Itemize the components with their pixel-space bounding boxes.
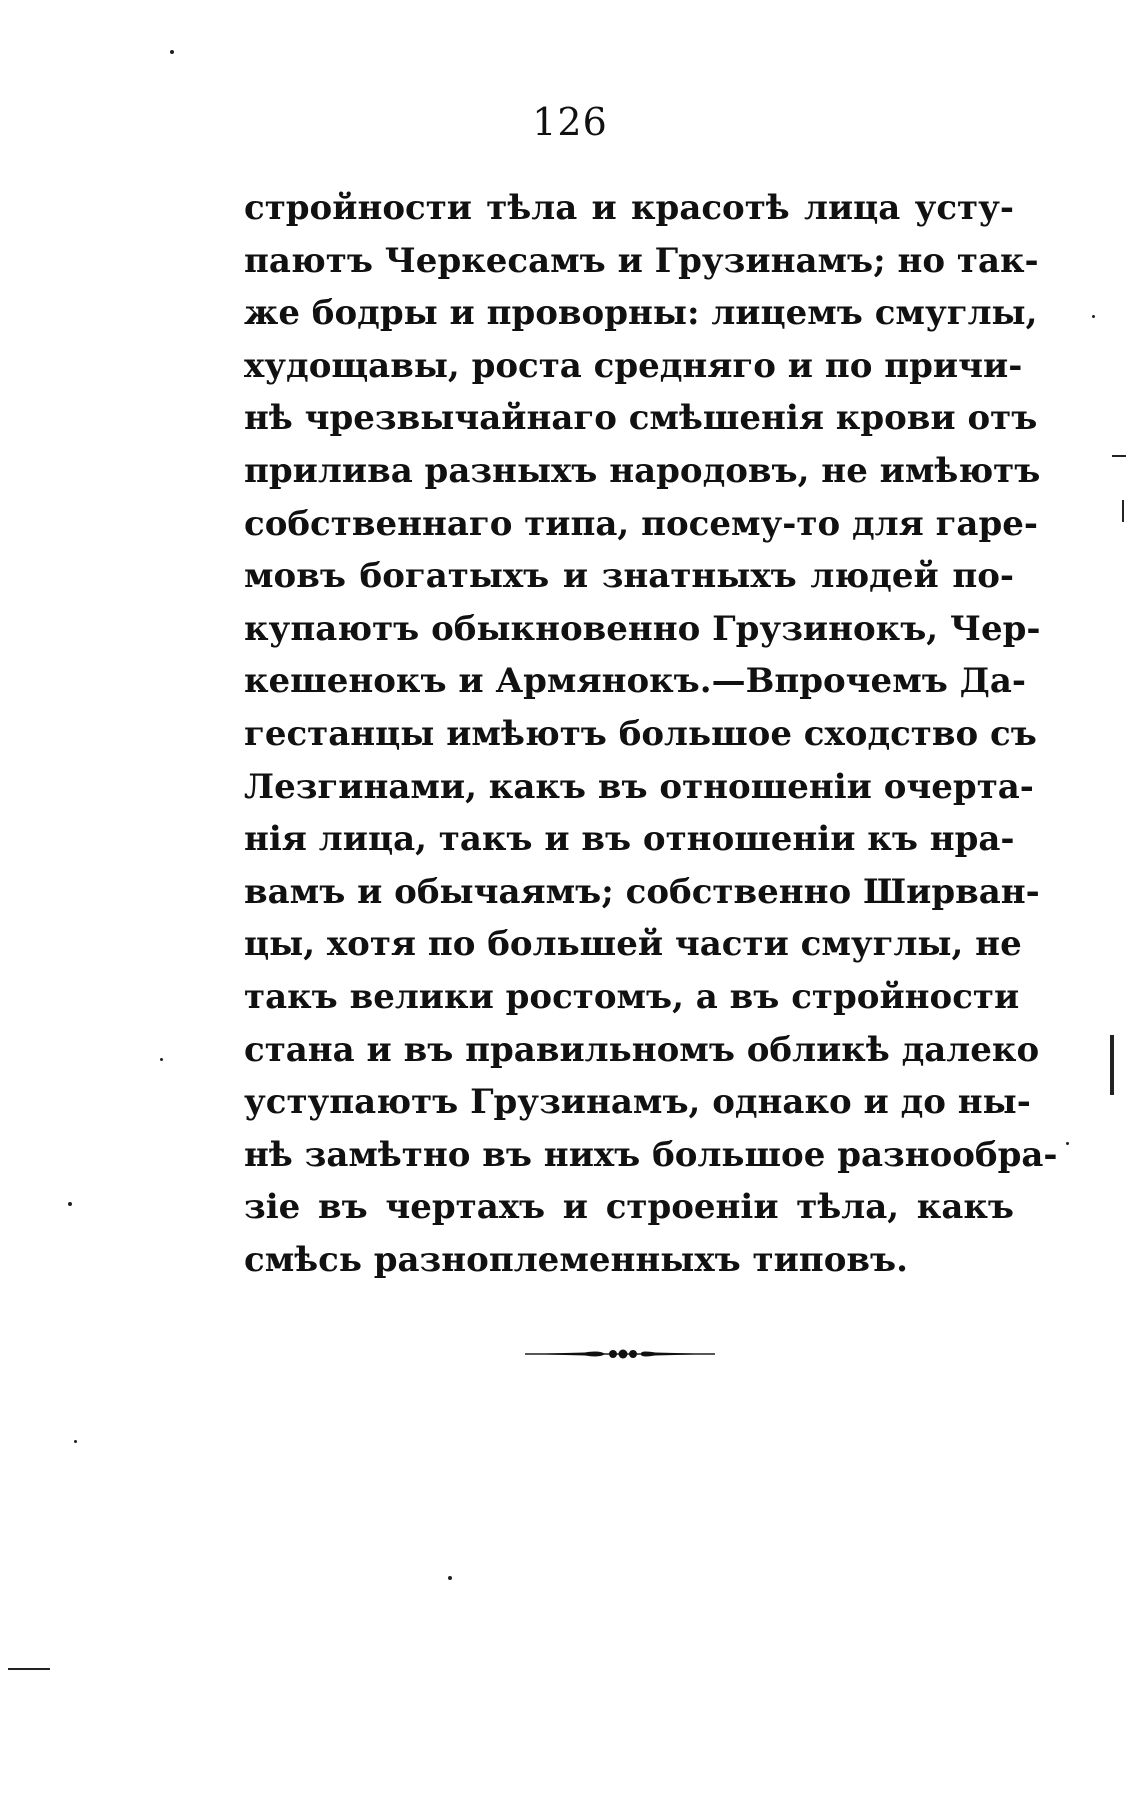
- margin-mark: [1110, 1035, 1114, 1095]
- margin-mark: [1122, 500, 1124, 522]
- margin-mark: [8, 1668, 50, 1670]
- text-line-10: кешенокъ и Армянокъ.—Впрочемъ Да-: [244, 661, 1027, 702]
- text-line-8: мовъ богатыхъ и знатныхъ людей по-: [244, 556, 1014, 597]
- ornament-rule: [525, 1344, 715, 1364]
- text-line-18: уступаютъ Грузинамъ, однако и до ны-: [244, 1082, 1031, 1123]
- text-line-21: смѣсь разноплеменныхъ типовъ.: [244, 1239, 908, 1280]
- text-line-1: стройности тѣла и красотѣ лица усту-: [244, 188, 1014, 228]
- text-line-15: цы, хотя по большей части смуглы, не: [244, 924, 1022, 965]
- text-line-13: нія лица, такъ и въ отношеніи къ нра-: [244, 819, 1015, 860]
- margin-mark: [1112, 455, 1126, 457]
- scan-speck: [160, 1058, 163, 1061]
- text-line-7: собственнаго типа, посему-то для гаре-: [244, 503, 1038, 544]
- text-line-2: паютъ Черкесамъ и Грузинамъ; но так-: [244, 240, 1039, 281]
- scan-speck: [1066, 1142, 1069, 1145]
- scan-speck: [1092, 315, 1095, 318]
- text-line-17: стана и въ правильномъ обликѣ далеко: [244, 1029, 1040, 1070]
- text-line-16: такъ велики ростомъ, а въ стройности: [244, 976, 1020, 1017]
- scan-speck: [74, 1440, 77, 1443]
- text-line-11: гестанцы имѣютъ большое сходство съ: [244, 713, 1037, 754]
- text-line-6: прилива разныхъ народовъ, не имѣютъ: [244, 450, 1041, 491]
- text-line-14: вамъ и обычаямъ; собственно Ширван-: [244, 871, 1040, 912]
- text-line-4: худощавы, роста средняго и по причи-: [244, 345, 1023, 386]
- text-line-20: зіе въ чертахъ и строеніи тѣла, какъ: [244, 1187, 1014, 1228]
- page-number: 126: [532, 100, 608, 144]
- body-text: [244, 182, 1058, 1286]
- scan-speck: [68, 1202, 72, 1206]
- scan-speck: [448, 1576, 452, 1580]
- scan-speck: [170, 50, 174, 54]
- text-line-9: купаютъ обыкновенно Грузинокъ, Чер-: [244, 608, 1041, 649]
- text-line-5: нѣ чрезвычайнаго смѣшенія крови отъ: [244, 398, 1038, 439]
- text-line-12: Лезгинами, какъ въ отношеніи очерта-: [244, 766, 1034, 807]
- text-line-19: нѣ замѣтно въ нихъ большое разнообра-: [244, 1134, 1058, 1175]
- text-line-3: же бодры и проворны: лицемъ смуглы,: [244, 293, 1038, 334]
